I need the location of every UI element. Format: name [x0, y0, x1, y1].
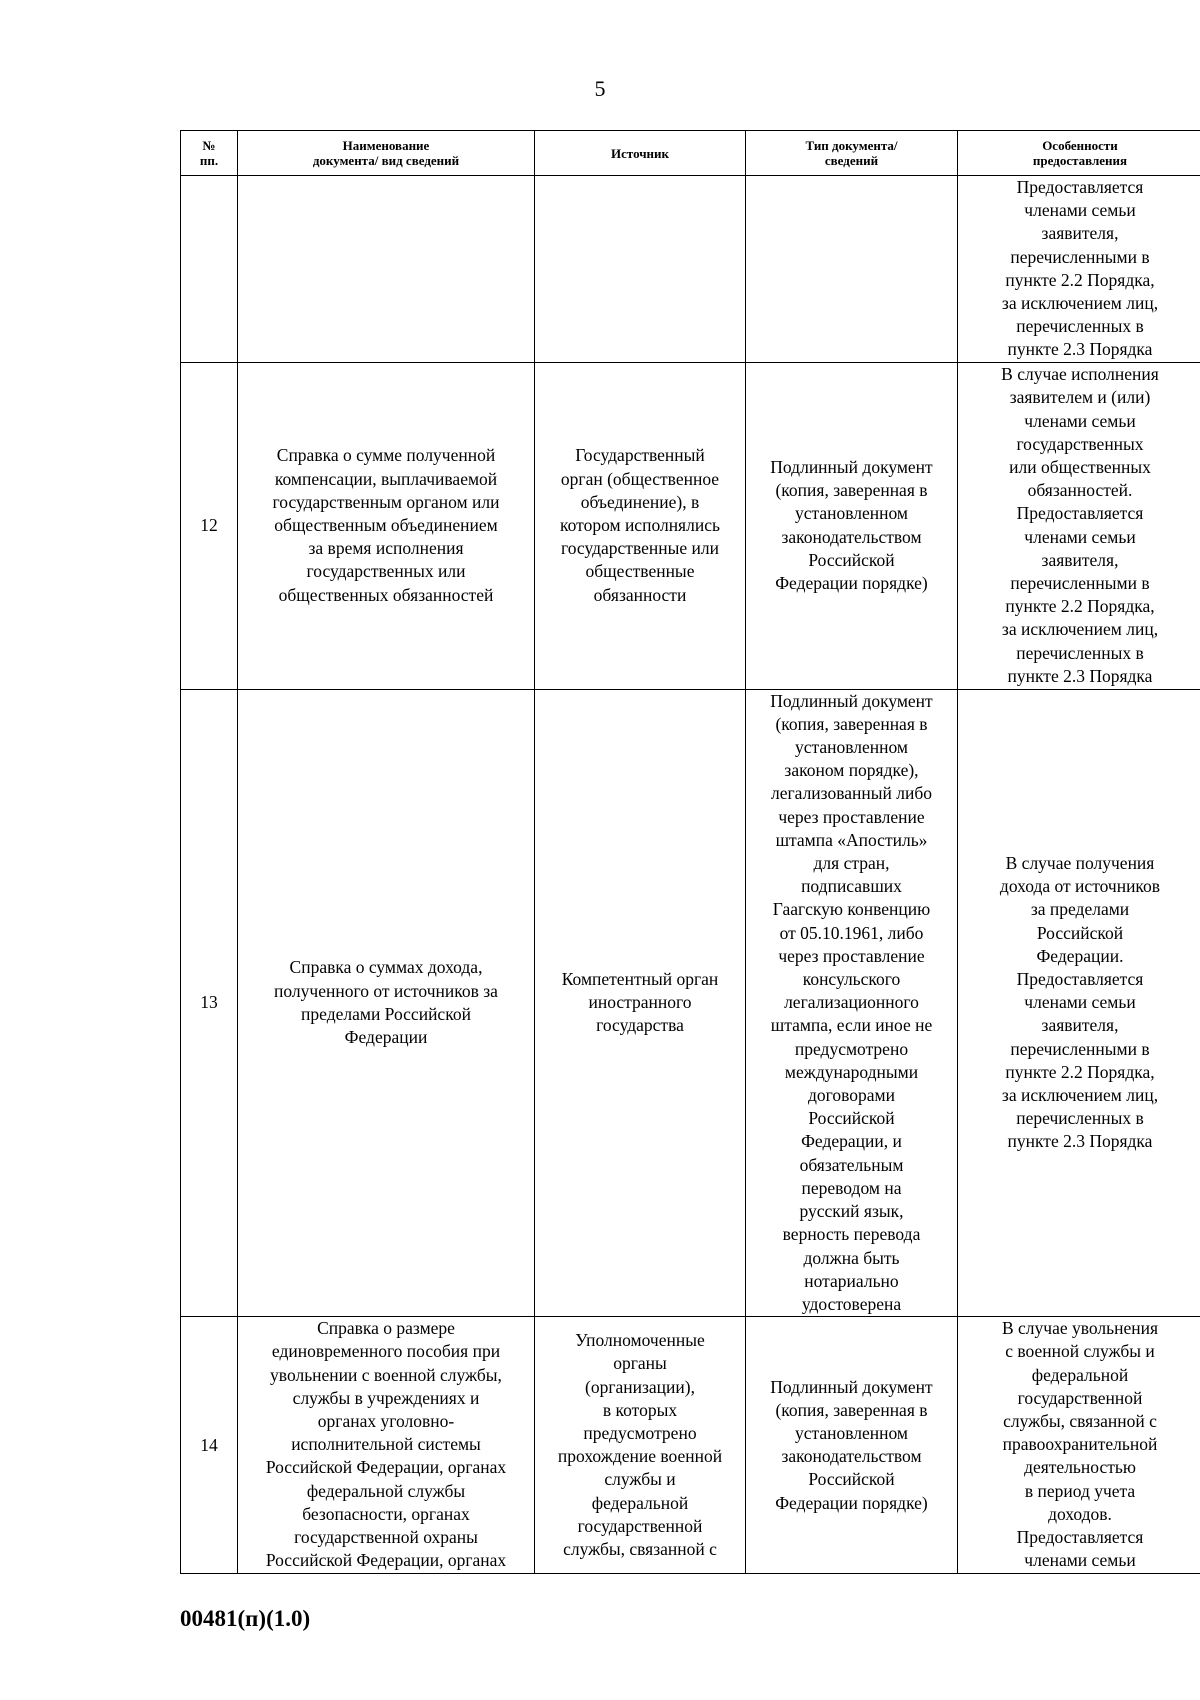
row-source: Компетентный орган иностранного государства: [535, 689, 746, 1316]
row-num: [181, 176, 238, 363]
table-row: [181, 1317, 1200, 1574]
row-num: 14: [181, 1317, 238, 1574]
row-name: Справка о сумме полученной компенсации, выплачиваемой государственным органом или общественным объединением за время исполнения государственных или общественных обязанностей: [238, 362, 535, 689]
row-features: Предоставляется членами семьи заявителя, перечисленными в пункте 2.2 Порядка, за исключением лиц, перечисленных в пункте 2.3 Порядка: [958, 176, 1200, 363]
row-name: Справка о размере единовременного пособия при увольнении с военной службы, службы в учреждениях и органах уголовно- исполнительной системы Российской Федерации, органах федеральной службы безопасности, органах государственной охраны Российской Федерации, органах: [238, 1317, 535, 1574]
header-name: Наименование документа/ вид сведений: [238, 131, 535, 176]
row-num: 13: [181, 689, 238, 1316]
row-features: В случае увольнения с военной службы и федеральной государственной службы, связанной с правоохранительной деятельностью в период учета доходов. Предоставляется членами семьи: [958, 1317, 1200, 1574]
header-features: Особенности предоставления: [958, 131, 1200, 176]
table-row: [181, 689, 1200, 1316]
row-features: В случае исполнения заявителем и (или) членами семьи государственных или общественных обязанностей. Предоставляется членами семьи заявителя, перечисленными в пункте 2.2 Порядка, за исключением лиц, перечисленных в пункте 2.3 Порядка: [958, 362, 1200, 689]
row-type: Подлинный документ (копия, заверенная в установленном законодательством Российской Федерации порядке): [746, 1317, 958, 1574]
table-row: [181, 362, 1200, 689]
row-num: 12: [181, 362, 238, 689]
row-name: [238, 176, 535, 363]
documents-table: [180, 130, 1200, 1574]
table-header-row: [181, 131, 1200, 176]
row-type: Подлинный документ (копия, заверенная в установленном законодательством Российской Федерации порядке): [746, 362, 958, 689]
row-source: Государственный орган (общественное объединение), в котором исполнялись государственные или общественные обязанности: [535, 362, 746, 689]
row-source: Уполномоченные органы (организации), в которых предусмотрено прохождение военной службы и федеральной государственной службы, связанной с: [535, 1317, 746, 1574]
row-type: Подлинный документ (копия, заверенная в установленном законом порядке), легализованный либо через проставление штампа «Апостиль» для стран, подписавших Гаагскую конвенцию от 05.10.1961, либо через проставление консульского легализационного штампа, если иное не предусмотрено международными договорами Российской Федерации, и обязательным переводом на русский язык, верность перевода должна быть нотариально удостоверена: [746, 689, 958, 1316]
row-type: [746, 176, 958, 363]
row-name: Справка о суммах дохода, полученного от источников за пределами Российской Федерации: [238, 689, 535, 1316]
header-type: Тип документа/ сведений: [746, 131, 958, 176]
page-number: 5: [594, 76, 606, 101]
row-source: [535, 176, 746, 363]
header-num: № пп.: [181, 131, 238, 176]
table-row: [181, 176, 1200, 363]
row-features: В случае получения дохода от источников за пределами Российской Федерации. Предоставляется членами семьи заявителя, перечисленными в пункте 2.2 Порядка, за исключением лиц, перечисленных в пункте 2.3 Порядка: [958, 689, 1200, 1316]
document-code: 00481(п)(1.0): [180, 1606, 311, 1631]
header-source: Источник: [535, 131, 746, 176]
